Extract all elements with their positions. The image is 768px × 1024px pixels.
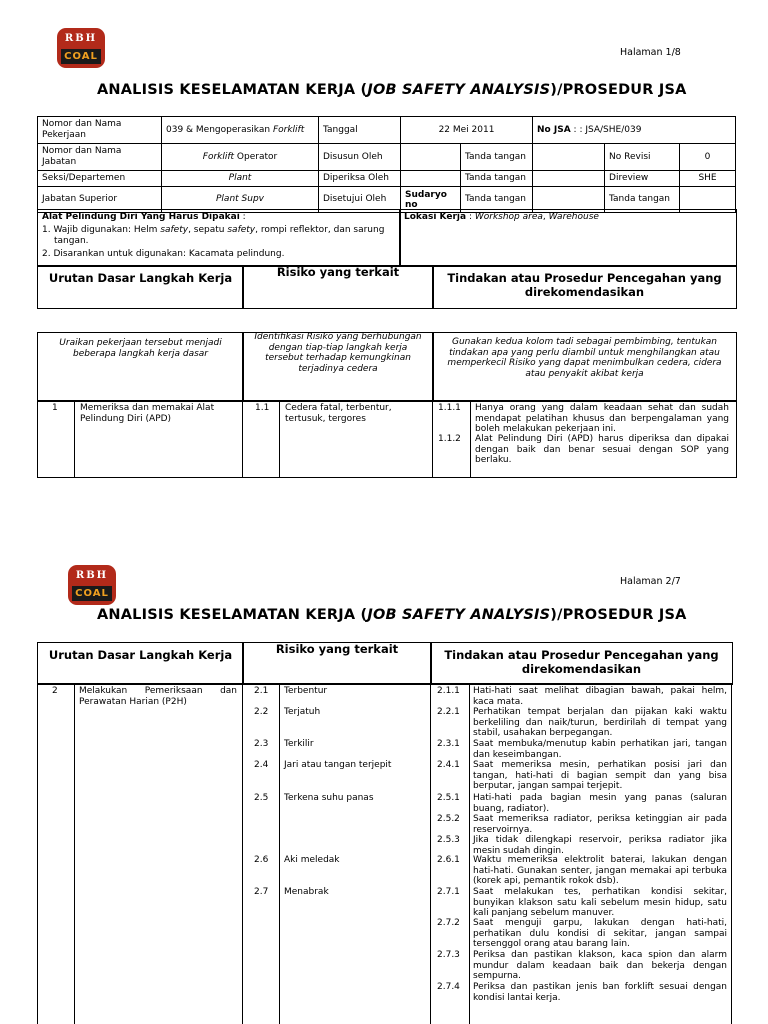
action-2-5-3-number: 2.5.3 — [437, 835, 460, 845]
action-2-7-1-text: Saat melakukan tes, perhatikan kondisi sekitar, bunyikan klakson satu kali sebelum mesin hidup, satu kali panjang sebelum manuver. — [473, 887, 727, 918]
action-1-1-2-number: 1.1.2 — [438, 434, 461, 444]
action-1-1-1-number: 1.1.1 — [438, 403, 461, 413]
risk-2-2-text: Terjatuh — [284, 707, 321, 717]
label-disusun-oleh: Disusun Oleh — [319, 144, 401, 171]
step-2-text: Melakukan Pemeriksaan dan Perawatan Harian (P2H) — [79, 686, 237, 707]
action-1-1-2-text: Alat Pelindung Diri (APD) harus diperiksa dan dipakai dengan baik dan benar sesuai dengan SOP yang berlaku. — [475, 434, 729, 465]
label-jabatan-superior: Jabatan Superior — [38, 187, 162, 213]
value-diperiksa-oleh — [401, 171, 461, 187]
header-risiko: Risiko yang terkait — [276, 265, 400, 279]
step-1-number: 1 — [52, 403, 58, 413]
action-2-7-3-text: Periksa dan pastikan klakson, kaca spion dan alarm mundur dalam keadaan baik dan bekerja dengan sempurna. — [473, 950, 727, 981]
action-2-7-2-number: 2.7.2 — [437, 918, 460, 928]
risk-1-1-number: 1.1 — [255, 403, 270, 413]
header-risiko-2: Risiko yang terkait — [275, 642, 399, 656]
label-diperiksa-oleh: Diperiksa Oleh — [319, 171, 401, 187]
risk-2-2-number: 2.2 — [254, 707, 269, 717]
risk-2-5-text: Terkena suhu panas — [284, 793, 374, 803]
risk-2-4-number: 2.4 — [254, 760, 269, 770]
apd-item-2: 2. Disarankan untuk digunakan: Kacamata pelindung. — [42, 249, 285, 259]
action-2-7-1-number: 2.7.1 — [437, 887, 460, 897]
risk-2-1-number: 2.1 — [254, 686, 269, 696]
label-nomor-nama-jabatan: Nomor dan Nama Jabatan — [38, 144, 162, 171]
action-2-2-1-text: Perhatikan tempat berjalan dan pijakan kaki waktu berkeliling dan naik/turun, berdirilah di tempat yang stabil, usahakan berpegangan. — [473, 707, 727, 738]
risk-2-5-number: 2.5 — [254, 793, 269, 803]
action-1-1-1-text: Hanya orang yang dalam keadaan sehat dan sudah mendapat pelatihan khusus dan berpengalaman yang boleh melakukan pekerjaan ini. — [475, 403, 729, 434]
label-seksi-departemen: Seksi/Departemen — [38, 171, 162, 187]
action-2-7-2-text: Saat menguji garpu, lakukan dengan hati-hati, perhatikan dulu kondisi di sekitar, jangan sampai tersenggol orang atau barang lain. — [473, 918, 727, 949]
value-disusun-oleh — [401, 144, 461, 171]
action-2-5-1-text: Hati-hati pada bagian mesin yang panas (saluran buang, radiator). — [473, 793, 727, 814]
value-direview: SHE — [680, 171, 736, 187]
action-2-7-3-number: 2.7.3 — [437, 950, 460, 960]
risk-1-1-text: Cedera fatal, terbentur, tertusuk, tergores — [285, 403, 392, 424]
action-2-6-1-number: 2.6.1 — [437, 855, 460, 865]
page-number-2: Halaman 2/7 — [620, 576, 681, 587]
risk-2-1-text: Terbentur — [284, 686, 328, 696]
action-2-5-2-text: Saat memeriksa radiator, periksa ketinggian air pada reservoirnya. — [473, 814, 727, 835]
company-logo-page-2: RBH COAL — [68, 565, 116, 605]
action-2-2-1-number: 2.2.1 — [437, 707, 460, 717]
apd-item-1: 1. Wajib digunakan: Helm safety, sepatu safety, rompi reflektor, dan sarung — [42, 225, 385, 235]
action-2-3-1-text: Saat membuka/menutup kabin perhatikan jari, tangan dan keseimbangan. — [473, 739, 727, 760]
risk-2-6-text: Aki meledak — [284, 855, 340, 865]
label-tanda-tangan-3: Tanda tangan — [461, 187, 533, 213]
action-2-7-4-number: 2.7.4 — [437, 982, 460, 992]
action-2-4-1-text: Saat memeriksa mesin, perhatikan posisi jari dan tangan, hati-hati di bagian sempit dan yang bisa berputar, jangan sampai terjepit. — [473, 760, 727, 791]
page-title-2: ANALISIS KESELAMATAN KERJA (JOB SAFETY ANALYSIS)/PROSEDUR JSA — [97, 607, 687, 623]
guide-tindakan: Gunakan kedua kolom tadi sebagai pembimbing, tentukan tindakan apa yang perlu diambil untuk menghilangkan atau memperkecil Risiko yang dapat menimbulkan cedera, cidera atau penyakit akibat kerja — [447, 337, 722, 379]
step-2-number: 2 — [52, 686, 58, 696]
label-tanda-tangan-2: Tanda tangan — [461, 171, 533, 187]
action-2-1-1-number: 2.1.1 — [437, 686, 460, 696]
header-tindakan: Tindakan atau Prosedur Pencegahan yang direkomendasikan — [447, 271, 722, 299]
risk-2-7-number: 2.7 — [254, 887, 269, 897]
action-2-5-3-text: Jika tidak dilengkapi reservoir, periksa radiator jika mesin sudah dingin. — [473, 835, 727, 856]
guide-risiko: Identifikasi Risiko yang berhubungan dengan tiap-tiap langkah kerja tersebut terhadap kemungkinan terjadinya cedera — [254, 332, 422, 374]
header-urutan-2: Urutan Dasar Langkah Kerja — [48, 648, 233, 662]
step-1-text: Memeriksa dan memakai Alat Pelindung Diri (APD) — [80, 403, 215, 424]
action-2-4-1-number: 2.4.1 — [437, 760, 460, 770]
value-tanda-tangan-2 — [533, 171, 605, 187]
no-jsa: No JSA : : JSA/SHE/039 — [533, 117, 736, 144]
value-tanggal: 22 Mei 2011 — [401, 117, 533, 144]
value-seksi-departemen: Plant — [162, 171, 319, 187]
page-title: ANALISIS KESELAMATAN KERJA (JOB SAFETY ANALYSIS)/PROSEDUR JSA — [97, 82, 687, 98]
value-disetujui-oleh: Sudaryo no — [401, 187, 461, 213]
action-2-1-1-text: Hati-hati saat melihat dibagian bawah, pakai helm, kaca mata. — [473, 686, 727, 707]
risk-2-7-text: Menabrak — [284, 887, 329, 897]
header-urutan: Urutan Dasar Langkah Kerja — [48, 271, 233, 285]
label-nomor-nama-pekerjaan: Nomor dan Nama Pekerjaan — [38, 117, 162, 144]
action-2-6-1-text: Waktu memeriksa elektrolit baterai, lakukan dengan hati-hati. Gunakan senter, jangan memakai api terbuka (korek api, pemantik rokok dsb). — [473, 855, 727, 886]
label-tanda-tangan-1: Tanda tangan — [461, 144, 533, 171]
risk-2-3-text: Terkilir — [284, 739, 314, 749]
risk-2-3-number: 2.3 — [254, 739, 269, 749]
risk-2-6-number: 2.6 — [254, 855, 269, 865]
value-no-revisi: 0 — [680, 144, 736, 171]
label-tanggal: Tanggal — [319, 117, 401, 144]
value-jabatan-superior: Plant Supv — [162, 187, 319, 213]
header-tindakan-2: Tindakan atau Prosedur Pencegahan yang direkomendasikan — [444, 648, 719, 676]
risk-2-4-text: Jari atau tangan terjepit — [284, 760, 392, 770]
lokasi-kerja-section: Lokasi Kerja : Workshop area, Warehouse — [399, 209, 737, 267]
label-no-revisi: No Revisi — [605, 144, 680, 171]
company-logo: RBH COAL — [57, 28, 105, 68]
value-tanda-tangan-1 — [533, 144, 605, 171]
value-nomor-nama-jabatan: Forklift Operator — [162, 144, 319, 171]
apd-section: Alat Pelindung Diri Yang Harus Dipakai : 1. Wajib digunakan: Helm safety, sepatu safety, rompi reflektor, dan sarung tangan. 2. Disarankan untuk digunakan: Kacamata pelindung. — [37, 209, 401, 267]
action-2-5-2-number: 2.5.2 — [437, 814, 460, 824]
label-direview: Direview — [605, 171, 680, 187]
action-2-5-1-number: 2.5.1 — [437, 793, 460, 803]
action-2-7-4-text: Periksa dan pastikan jenis ban forklift sesuai dengan kondisi lantai kerja. — [473, 982, 727, 1003]
page-number: Halaman 1/8 — [620, 47, 681, 58]
guide-urutan: Uraikan pekerjaan tersebut menjadi beberapa langkah kerja dasar — [59, 338, 222, 359]
label-disetujui-oleh: Disetujui Oleh — [319, 187, 401, 213]
action-2-3-1-number: 2.3.1 — [437, 739, 460, 749]
value-nomor-nama-pekerjaan: 039 & Mengoperasikan Forklift — [162, 117, 319, 144]
label-tanda-tangan-4: Tanda tangan — [605, 187, 680, 213]
jsa-info-table — [37, 116, 736, 213]
